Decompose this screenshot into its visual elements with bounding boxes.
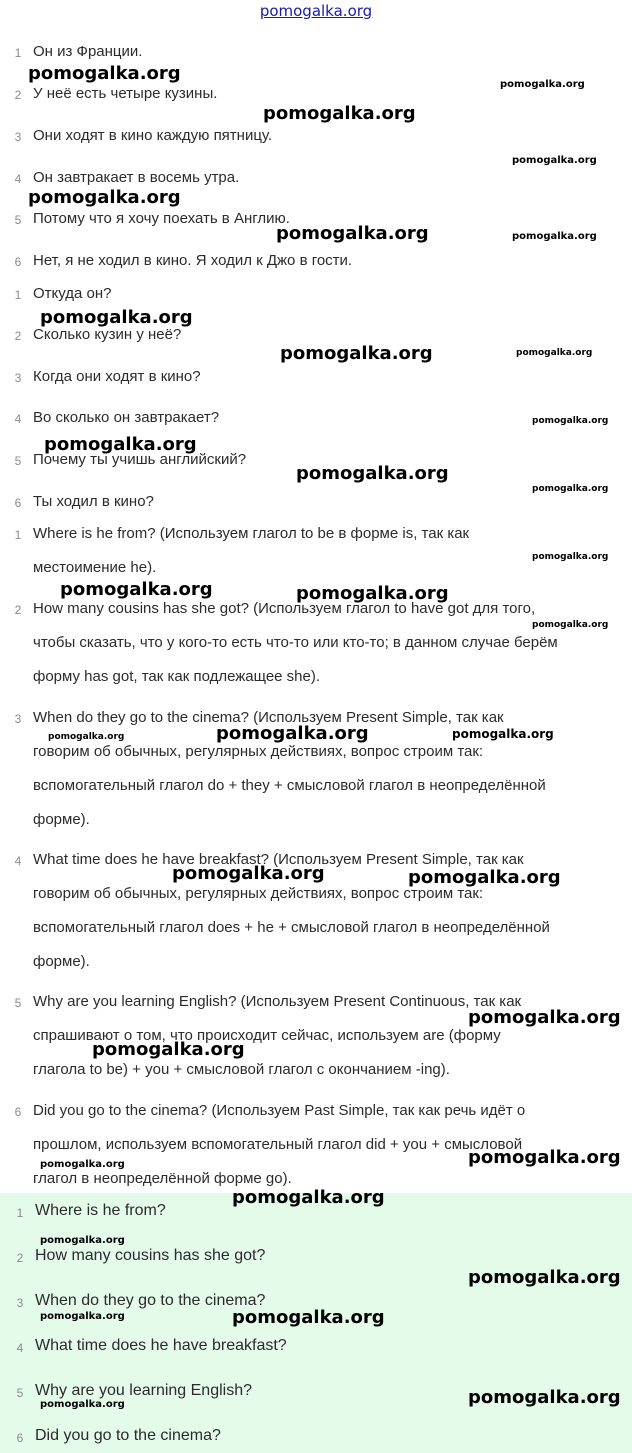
watermark: pomogalka.org xyxy=(28,187,181,208)
item-number: 3 xyxy=(14,371,22,385)
answer-number: 3 xyxy=(16,1296,24,1310)
explanation-line: говорим об обычных, регулярных действиях, вопрос строим так: xyxy=(33,743,484,760)
item-text: Он завтракает в восемь утра. xyxy=(33,169,240,186)
item-text: Он из Франции. xyxy=(33,43,143,60)
item-number: 2 xyxy=(14,329,22,343)
watermark: pomogalka.org xyxy=(28,63,181,84)
watermark: pomogalka.org xyxy=(92,1039,245,1060)
item-text: Почему ты учишь английский? xyxy=(33,451,247,468)
item-number: 1 xyxy=(14,528,22,542)
watermark: pomogalka.org xyxy=(532,484,609,494)
answer-text: Why are you learning English? xyxy=(35,1382,253,1399)
explanation-line: форму has got, так как подлежащее she). xyxy=(33,668,321,685)
watermark: pomogalka.org xyxy=(40,307,193,328)
answer-number: 1 xyxy=(16,1206,24,1220)
list-item xyxy=(0,284,632,308)
watermark: pomogalka.org xyxy=(468,1267,621,1288)
explanation-line: When do they go to the cinema? (Используем Present Simple, так как xyxy=(33,709,504,726)
watermark: pomogalka.org xyxy=(468,1147,621,1168)
watermark: pomogalka.org xyxy=(172,863,325,884)
watermark: pomogalka.org xyxy=(40,1235,125,1246)
explanation-line: спрашивают о том, что происходит сейчас, используем are (форму xyxy=(33,1027,501,1044)
watermark: pomogalka.org xyxy=(232,1187,385,1208)
watermark: pomogalka.org xyxy=(296,463,449,484)
item-text: Когда они ходят в кино? xyxy=(33,368,201,385)
watermark: pomogalka.org xyxy=(532,620,609,630)
item-number: 4 xyxy=(14,172,22,186)
list-item xyxy=(0,492,632,516)
explanation-line: вспомогательный глагол does + he + смысловой глагол в неопределённой xyxy=(33,919,550,936)
item-number: 5 xyxy=(14,454,22,468)
watermark: pomogalka.org xyxy=(516,348,593,358)
watermark: pomogalka.org xyxy=(40,1311,125,1322)
item-number: 2 xyxy=(14,88,22,102)
item-number: 1 xyxy=(14,288,22,302)
list-item xyxy=(0,367,632,391)
answer-number: 5 xyxy=(16,1386,24,1400)
explanation-line: глагол в неопределённой форме go). xyxy=(33,1170,292,1187)
explanation-line: форме). xyxy=(33,953,90,970)
item-number: 4 xyxy=(14,412,22,426)
item-text: Нет, я не ходил в кино. Я ходил к Джо в гости. xyxy=(33,252,353,269)
header-link[interactable]: pomogalka.org xyxy=(259,2,373,20)
item-text: Потому что я хочу поехать в Англию. xyxy=(33,210,290,227)
watermark: pomogalka.org xyxy=(48,732,125,742)
item-text: Сколько кузин у неё? xyxy=(33,326,182,343)
watermark: pomogalka.org xyxy=(500,79,585,90)
explanation-line: глагола to be) + you + смысловой глагол с окончанием -ing). xyxy=(33,1061,450,1078)
watermark: pomogalka.org xyxy=(263,103,416,124)
watermark: pomogalka.org xyxy=(276,223,429,244)
item-number: 6 xyxy=(14,255,22,269)
watermark: pomogalka.org xyxy=(44,434,197,455)
list-item xyxy=(0,251,632,275)
watermark: pomogalka.org xyxy=(408,867,561,888)
item-number: 5 xyxy=(14,996,22,1010)
explanation-line: говорим об обычных, регулярных действиях, вопрос строим так: xyxy=(33,885,484,902)
watermark: pomogalka.org xyxy=(468,1007,621,1028)
answer-number: 2 xyxy=(16,1251,24,1265)
answer-number: 6 xyxy=(16,1431,24,1445)
explanation-line: What time does he have breakfast? (Используем Present Simple, так как xyxy=(33,851,524,868)
item-number: 1 xyxy=(14,46,22,60)
watermark: pomogalka.org xyxy=(40,1159,125,1170)
item-number: 3 xyxy=(14,130,22,144)
item-number: 4 xyxy=(14,854,22,868)
watermark: pomogalka.org xyxy=(532,416,609,426)
watermark: pomogalka.org xyxy=(232,1307,385,1328)
item-number: 5 xyxy=(14,213,22,227)
watermark: pomogalka.org xyxy=(40,1399,125,1410)
watermark: pomogalka.org xyxy=(532,552,609,562)
watermark: pomogalka.org xyxy=(280,343,433,364)
explanation-line: форме). xyxy=(33,811,90,828)
explanation-line: прошлом, используем вспомогательный глагол did + you + смысловой xyxy=(33,1136,523,1153)
explanation-line: вспомогательный глагол do + they + смысловой глагол в неопределённой xyxy=(33,777,546,794)
item-number: 6 xyxy=(14,496,22,510)
watermark: pomogalka.org xyxy=(468,1387,621,1408)
item-text: У неё есть четыре кузины. xyxy=(33,85,218,102)
answer-text: Did you go to the cinema? xyxy=(35,1427,221,1444)
answer-text: When do they go to the cinema? xyxy=(35,1292,266,1309)
item-text: Откуда он? xyxy=(33,285,112,302)
item-text: Во сколько он завтракает? xyxy=(33,409,220,426)
item-number: 6 xyxy=(14,1105,22,1119)
watermark: pomogalka.org xyxy=(216,723,369,744)
item-number: 2 xyxy=(14,603,22,617)
item-text: Ты ходил в кино? xyxy=(33,493,154,510)
explanation-line: Where is he from? (Используем глагол to be в форме is, так как xyxy=(33,525,470,542)
explanation-line: чтобы сказать, что у кого-то есть что-то или кто-то; в данном случае берём xyxy=(33,634,558,651)
answer-text: What time does he have breakfast? xyxy=(35,1337,287,1354)
watermark: pomogalka.org xyxy=(512,155,597,166)
answer-text: How many cousins has she got? xyxy=(35,1247,266,1264)
watermark: pomogalka.org xyxy=(296,583,449,604)
item-text: Они ходят в кино каждую пятницу. xyxy=(33,127,273,144)
explanation-line: How many cousins has she got? (Используем глагол to have got для того, xyxy=(33,600,536,617)
item-number: 3 xyxy=(14,712,22,726)
list-item xyxy=(0,126,632,150)
watermark: pomogalka.org xyxy=(60,579,213,600)
watermark: pomogalka.org xyxy=(452,727,554,741)
answer-number: 4 xyxy=(16,1341,24,1355)
watermark: pomogalka.org xyxy=(512,231,597,242)
explanation-line: местоимение he). xyxy=(33,559,157,576)
answer-text: Where is he from? xyxy=(35,1202,166,1219)
explanation-line: Why are you learning English? (Используем Present Continuous, так как xyxy=(33,993,522,1010)
explanation-line: Did you go to the cinema? (Используем Past Simple, так как речь идёт о xyxy=(33,1102,526,1119)
